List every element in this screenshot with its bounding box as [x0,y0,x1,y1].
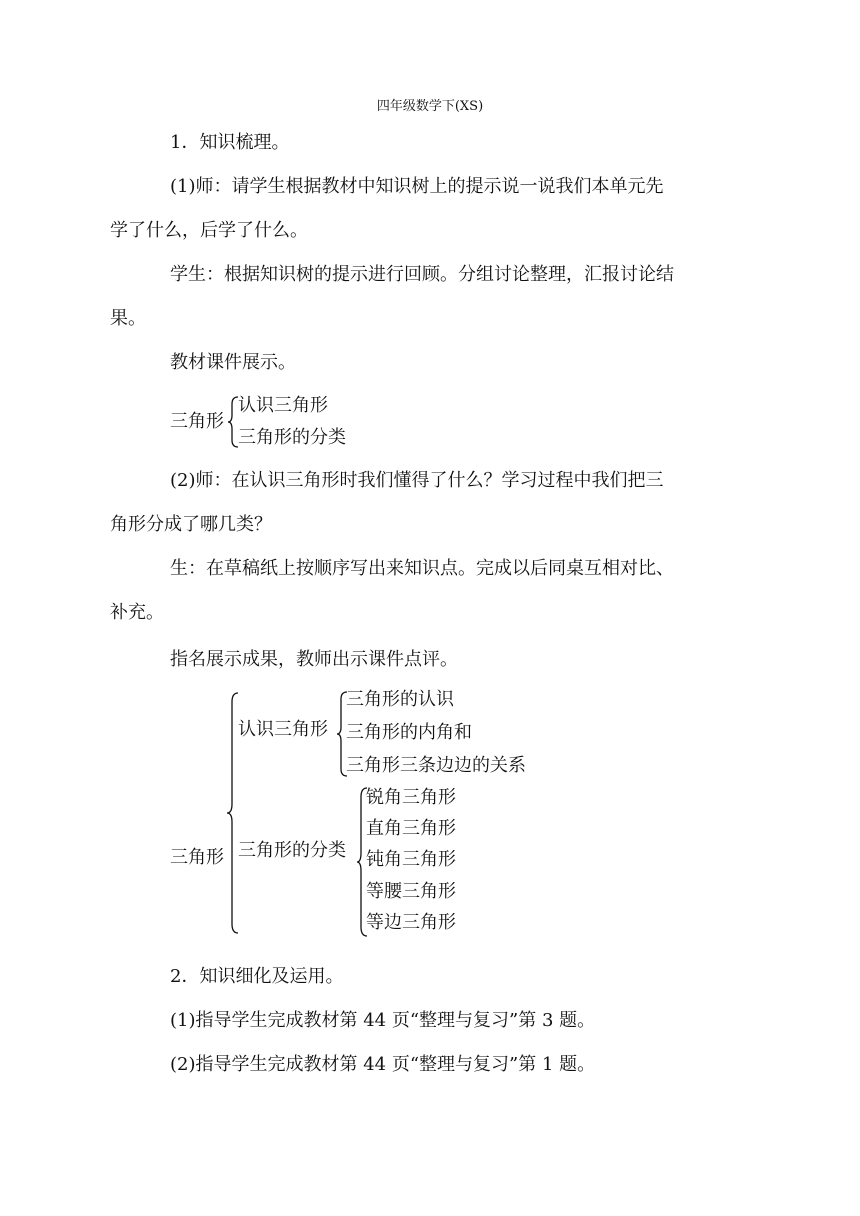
paragraph-line: (2)指导学生完成教材第 44 页“整理与复习”第 1 题。 [170,1054,596,1075]
paragraph-line: 教材课件展示。 [170,352,296,373]
paragraph-line: 学了什么，后学了什么。 [110,220,308,241]
tree2-leaf: 三角形的内角和 [346,722,472,743]
tree2-leaf: 锐角三角形 [366,787,456,808]
section-heading-2: 2．知识细化及运用。 [170,966,344,987]
tree2-leaf: 直角三角形 [366,818,456,839]
paragraph-line: 学生：根据知识树的提示进行回顾。分组讨论整理，汇报讨论结 [170,264,674,285]
tree2-leaf: 三角形三条边边的关系 [346,755,526,776]
tree1-child: 三角形的分类 [238,427,346,448]
tree2-root: 三角形 [170,847,224,868]
paragraph-line: 生：在草稿纸上按顺序写出来知识点。完成以后同桌互相对比、 [170,558,674,579]
paragraph-line: 补充。 [110,602,164,623]
paragraph-line: 果。 [110,308,146,329]
tree2-leaf: 等腰三角形 [366,881,456,902]
tree2-leaf: 钝角三角形 [366,849,456,870]
paragraph-line: (1)师：请学生根据教材中知识树上的提示说一说我们本单元先 [170,176,664,197]
tree2-leaf: 三角形的认识 [346,689,454,710]
tree2-branch-label: 认识三角形 [238,719,328,740]
paragraph-line: 角形分成了哪几类？ [110,514,272,535]
paragraph-line: (2)师：在认识三角形时我们懂得了什么？学习过程中我们把三 [170,470,664,491]
tree2-branch-label: 三角形的分类 [238,840,346,861]
brace-path [227,693,238,933]
tree1-child: 认识三角形 [238,395,328,416]
paragraph-line: (1)指导学生完成教材第 44 页“整理与复习”第 3 题。 [170,1010,596,1031]
tree2-leaf: 等边三角形 [366,912,456,933]
section-heading-1: 1．知识梳理。 [170,132,290,153]
tree1-root: 三角形 [170,411,224,432]
page-header: 四年级数学下(XS) [376,99,484,114]
paragraph-line: 指名展示成果，教师出示课件点评。 [170,649,458,670]
brace-path [228,397,238,447]
